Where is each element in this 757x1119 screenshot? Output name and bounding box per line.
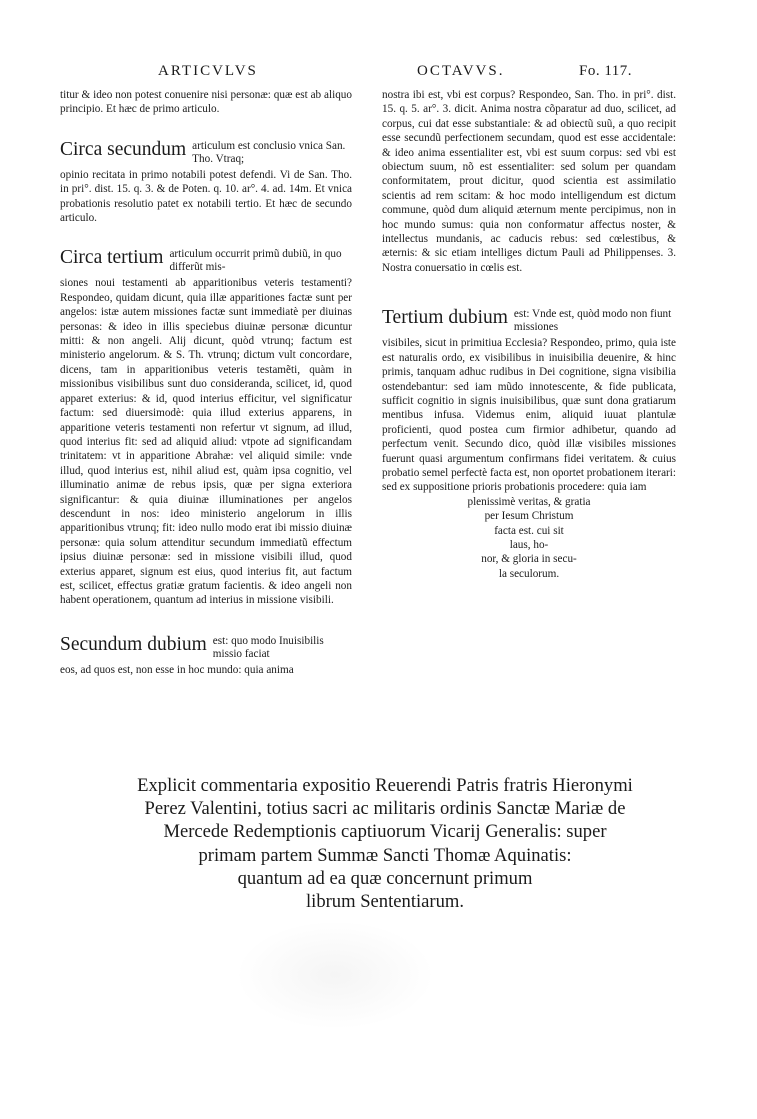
running-head-center: OCTAVVS. <box>417 63 505 79</box>
circa-secundum-title: Circa secundum <box>60 138 187 160</box>
secundum-dubium-text: eos, ad quos est, non esse in hoc mundo: quia anima <box>60 663 294 676</box>
explicit-line: Mercede Redemptionis captiuorum Vicarij Generalis: super <box>163 821 607 843</box>
right-intro-text: nostra ibi est, vbi est corpus? Respondeo, San. Tho. in pri°. dist. 15. q. 5. ar°. 3. dicit. Anima nostra cõparatur ad duo, scilicet, ad corpus, cui dat esse substantiale: & ad obiectũ suũ, a quo recipit esse secundũ perfectionem secundam, quod est esse accidentale: & ideo anima essentialiter est, vbi est suum corpus: sed vbi est obiectum suum, nõ est essentialiter: sed solum per quandam conformitatem, prout dicitur, quod scientia est assimilatio scientis ad rem scitam: & hoc modo intelligendum est dictum commune, quòd dum aliquid æternum mente percipimus, non in hoc mundo sumus: quia non conformatur affectus noster, & intellectus mundanis, ac caducis rebus: sed cœlestibus, & æternis: & sic etiam intelliges dictum Pauli ad Philippenses. 3. Nostra conuersatio in cœlis est. <box>382 89 676 274</box>
taper-line: plenissimè veritas, & gratia <box>467 495 591 508</box>
circa-tertium-lead: articulum occurrit primũ dubiũ, in quo differũt mis- <box>169 248 342 274</box>
right-column <box>382 88 676 581</box>
explicit-line: Perez Valentini, totius sacri ac militaris ordinis Sanctæ Mariæ de <box>144 798 626 820</box>
tertium-dubium-title: Tertium dubium <box>382 307 508 329</box>
circa-tertium-text: siones noui testamenti ab apparitionibus veteris testamenti? Respondeo, quidam dicunt, quia illæ apparitiones factæ sunt per angelos: istæ autem missiones factæ sunt immediatè per diuinas personas: & ideo in illis speciebus diuinæ personæ dicuntur mitti: & non angeli. Alij dicunt, quòd vtrunq; factum est ministerio angelorum. & S. Th. vtrunq; dictum vult concordare, dicens, tam in apparitionibus veteris testamẽti, quàm in missionibus visibilibus sunt duo consideranda, scilicet, id, quod apparet exterius: & id, quod interius efficitur, vel significatur factum: sed diuersimodè: quia illud exterius apparens, in apparitione veteris testamenti non refertur vt signum, ad illud, quod interius fit: sed ad aliquid aliud: vtpote ad significandam trinitatem: vt in apparitione Abrahæ: vel aliquid simile: vnde illud, quod interius est, nihil aliud est, quàm ipsa cognitio, vel illuminatio animæ de rebus ipsis, quæ per signa exteriora significantur: & quia diuinæ illuminationes per angelos descendunt in nos: ideo ministerio angelorum in illis apparitionibus vtrunq; fit: ideo nullo modo erat ibi missio diuinæ personæ: quia solum attenditur secundum immediatũ effectum ipsius diuinæ personæ: sed in missione visibili illud, quod exterius apparet, signum est eius, quod interius fit, aut factum est, scilicet, effectus gratiæ gratum facientis. & ideo angeli non habent operationem, quantum ad interius in missione visibili. <box>60 277 352 607</box>
circa-secundum-text: opinio recitata in primo notabili potest defendi. Vi de San. Tho. in pri°. dist. 15. q. 3. & de Poten. q. 10. ar°. 4. ad. 14m. Et vnica probationis resolutio patet ex notabili tertio. Et hæc de secundo articulo. <box>60 168 352 225</box>
taper-line: per Iesum Christum <box>484 510 574 523</box>
taper-line: la seculorum. <box>498 567 560 580</box>
secundum-dubium-heading <box>60 634 352 661</box>
taper-line: facta est. cui sit <box>494 524 564 537</box>
folio-number: Fo. 117. <box>579 63 633 79</box>
explicit-line: Explicit commentaria expositio Reuerendi Patris fratris Hieronymi <box>137 775 633 796</box>
left-intro-text: titur & ideo non potest conuenire nisi personæ: quæ est ab aliquo principio. Et hæc de primo articulo. <box>60 89 352 116</box>
taper-line: laus, ho- <box>509 538 549 551</box>
explicit-line: librum Sententiarum. <box>305 891 465 913</box>
secundum-dubium-title: Secundum dubium <box>60 633 207 655</box>
secundum-dubium-lead: est: quo modo Inuisibilis missio faciat <box>212 634 324 660</box>
running-head-left: ARTICVLVS <box>158 63 258 79</box>
circa-secundum-heading <box>60 139 352 166</box>
show-through-smudge <box>235 920 435 1030</box>
circa-tertium-heading <box>60 247 352 274</box>
circa-tertium-title: Circa tertium <box>60 247 164 269</box>
explicit-colophon <box>95 774 675 913</box>
tertium-dubium-heading <box>382 307 676 334</box>
circa-secundum-lead: articulum est conclusio vnica San. Tho. Vtraq; <box>192 139 346 165</box>
left-column <box>60 88 352 677</box>
tertium-dubium-lead: est: Vnde est, quòd modo non fiunt missiones <box>513 308 672 334</box>
explicit-line: primam partem Summæ Sancti Thomæ Aquinatis: <box>198 844 572 866</box>
taper-line: nor, & gloria in secu- <box>481 553 577 566</box>
explicit-line: quantum ad ea quæ concernunt primum <box>237 867 533 889</box>
closing-taper <box>382 495 676 581</box>
tertium-dubium-text: visibiles, sicut in primitiua Ecclesia? Respondeo, primo, quia iste est naturalis ordo, ex visibilibus in inuisibilia deuenire, & hinc primis, tanquam adhuc rudibus in Dei cognitione, signa visibilia ostendebantur: sed iam mũdo innotescente, & fide publicata, sufficit cognitio in signis inuisibilibus, quæ sunt dona gratiarum mentibus infusa. Videmus enim, aliquid iuuat plantulæ proficienti, quod postea cum firmior adhibetur, quando ad perfectum venit. Secundo dico, quòd illæ visibiles missiones fuerunt quasi argumentum confirmans fidei veritatem. & cuius probatio semel perfectè facta est, non oportet probationem iterari: sed ex suppositione prioris probationis procedere: quia iam <box>382 337 676 494</box>
